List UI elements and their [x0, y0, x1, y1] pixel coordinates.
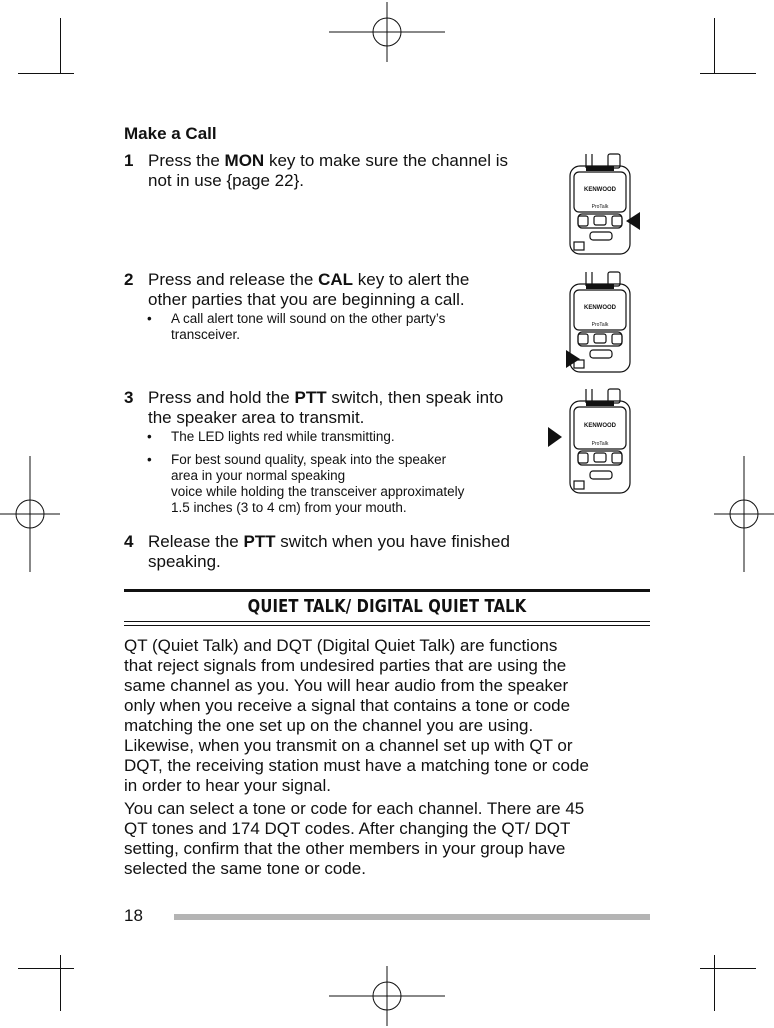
radio-brand: KENWOOD	[584, 423, 616, 429]
section-title: QUIET TALK/ DIGITAL QUIET TALK	[247, 596, 527, 617]
ptt-switch-label: PTT	[243, 532, 276, 551]
radio-illustration-ptt	[545, 387, 640, 497]
radio-illustration-cal	[560, 270, 640, 376]
radio-illustration-mon	[560, 152, 640, 258]
page-number: 18	[124, 906, 143, 925]
radio-brand: KENWOOD	[584, 187, 616, 193]
paragraph-qt-description: QT (Quiet Talk) and DQT (Digital Quiet Talk) are functions that reject signals from undesired parties that are using the same channel as you. You will hear audio from the speaker only when you receive a signal that contains a tone or code matching the one set up on the channel you are using. Likewise, when you transmit on a channel set up with QT or DQT, the receiving station must have a matching tone or code in order to hear your signal.	[124, 636, 589, 795]
radio-brand: KENWOOD	[584, 305, 616, 311]
radio-model: ProTalk	[591, 322, 609, 328]
title-rule-bottom-2	[124, 625, 650, 626]
footer-bar	[174, 914, 650, 920]
title-rule-top	[124, 589, 650, 592]
cal-key-label: CAL	[318, 270, 354, 289]
title-rule-bottom	[124, 621, 650, 622]
step-number: 2	[124, 270, 134, 289]
bullet-icon: •	[147, 452, 152, 467]
radio-model: ProTalk	[591, 204, 609, 210]
ptt-switch-label: PTT	[294, 388, 327, 407]
radio-model: ProTalk	[591, 441, 609, 447]
mon-key-label: MON	[224, 151, 265, 170]
step-number: 4	[124, 532, 134, 551]
bullet-icon: •	[147, 429, 152, 444]
paragraph-tone-selection: You can select a tone or code for each channel. There are 45 QT tones and 174 DQT codes. After changing the QT/ DQT setting, confirm that the other members in your group have selected the same tone or code.	[124, 799, 585, 878]
step-number: 3	[124, 388, 134, 407]
bullet-icon: •	[147, 311, 152, 326]
step-number: 1	[124, 151, 134, 170]
section-heading: Make a Call	[124, 124, 217, 143]
